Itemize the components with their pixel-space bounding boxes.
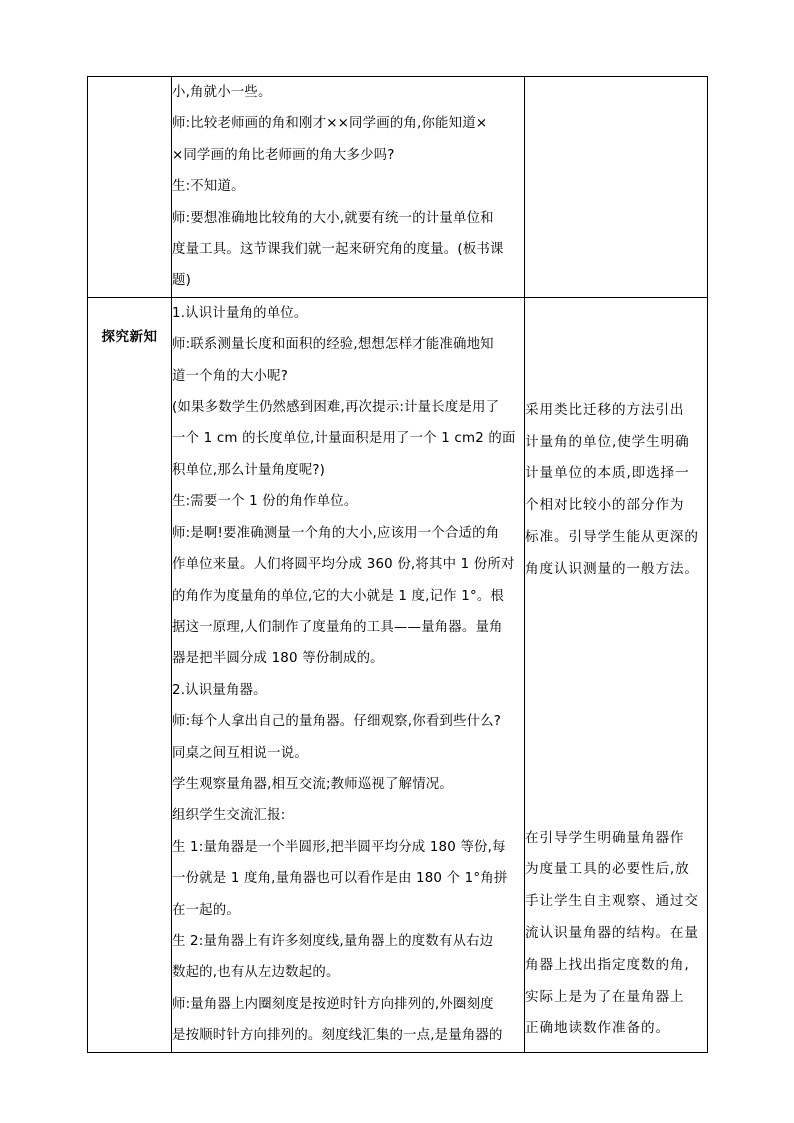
- content-line: 1.认识计量角的单位。: [172, 305, 308, 321]
- note-line: 角度认识测量的一般方法。: [525, 560, 699, 577]
- note-line: 在引导学生明确量角器作: [525, 829, 685, 846]
- content-line: 题): [172, 273, 192, 289]
- content-line: 在一起的。: [172, 902, 240, 918]
- content-line: 生 1:量角器是一个半圆形,把半圆平均分成 180 等份,每: [172, 839, 506, 855]
- content-line: 生 2:量角器上有许多刻度线,量角器上的度数有从右边: [172, 933, 494, 949]
- stage-label: 探究新知: [101, 328, 158, 345]
- content-line: 道一个角的大小呢?: [172, 368, 289, 384]
- content-line: 器是把半圆分成 180 等份制成的。: [172, 651, 384, 667]
- note-line: 标准。引导学生能从更深的: [525, 529, 699, 546]
- content-line: 同桌之间互相说一说。: [172, 745, 308, 761]
- content-line: 小,角就小一些。: [172, 85, 272, 100]
- content-line: (如果多数学生仍然感到困难,再次提示:计量长度是用了: [172, 400, 500, 416]
- table-row: [88, 297, 708, 1052]
- content-cell: [172, 77, 525, 298]
- note-line: 计量单位的本质,即选择一: [525, 465, 690, 482]
- content-line: 生:不知道。: [172, 179, 245, 195]
- stage-cell: [88, 297, 172, 1052]
- note-cell: [525, 77, 708, 298]
- content-line: 度量工具。这节课我们就一起来研究角的度量。(板书课: [172, 242, 504, 258]
- note-line: 计量角的单位,使学生明确: [525, 433, 690, 450]
- content-line: 一个 1 cm 的长度单位,计量面积是用了一个 1 cm2 的面: [172, 431, 516, 447]
- content-line: 学生观察量角器,相互交流;教师巡视了解情况。: [172, 776, 453, 792]
- content-line: 师:要想准确地比较角的大小,就要有统一的计量单位和: [172, 210, 494, 226]
- content-line: 的角作为度量角的单位,它的大小就是 1 度,记作 1°。根: [172, 588, 505, 604]
- content-line: 数起的,也有从左边数起的。: [172, 965, 340, 981]
- stage-cell: [88, 77, 172, 298]
- content-line: ×同学画的角比老师画的角大多少吗?: [172, 147, 395, 163]
- lesson-plan-table: [87, 76, 708, 1053]
- content-line: 是按顺时针方向排列的。刻度线汇集的一点,是量角器的: [172, 1028, 503, 1044]
- note-line: 个相对比较小的部分作为: [525, 497, 685, 514]
- content-line: 师:联系测量长度和面积的经验,想想怎样才能准确地知: [172, 337, 494, 353]
- content-line: 作单位来量。人们将圆平均分成 360 份,将其中 1 份所对: [172, 557, 515, 573]
- content-line: 一份就是 1 度角,量角器也可以看作是由 180 个 1°角拼: [172, 871, 508, 887]
- note-line: 实际上是为了在量角器上: [525, 988, 685, 1005]
- content-line: 师:比较老师画的角和刚才××同学画的角,你能知道×: [172, 116, 488, 132]
- table-row: [88, 77, 708, 298]
- content-cell: [172, 297, 525, 1052]
- content-line: 师:量角器上内圈刻度是按逆时针方向排列的,外圈刻度: [172, 996, 494, 1012]
- content-line: 生:需要一个 1 份的角作单位。: [172, 494, 358, 510]
- note-line: 手让学生自主观察、通过交: [525, 893, 699, 910]
- content-line: 师:每个人拿出自己的量角器。仔细观察,你看到些什么?: [172, 714, 502, 730]
- content-line: 据这一原理,人们制作了度量角的工具——量角器。量角: [172, 619, 503, 635]
- content-line: 2.认识量角器。: [172, 682, 267, 698]
- content-line: 组织学生交流汇报:: [172, 808, 286, 824]
- note-cell: [525, 297, 708, 1052]
- note-line: 角器上找出指定度数的角,: [525, 956, 690, 973]
- note-line: 正确地读数作准备的。: [525, 1020, 670, 1037]
- content-line: 积单位,那么计量角度呢?): [172, 462, 326, 478]
- content-line: 师:是啊!要准确测量一个角的大小,应该用一个合适的角: [172, 525, 500, 541]
- note-line: 为度量工具的必要性后,放: [525, 861, 690, 878]
- note-line: 采用类比迁移的方法引出: [525, 401, 685, 418]
- note-line: 流认识量角器的结构。在量: [525, 925, 699, 942]
